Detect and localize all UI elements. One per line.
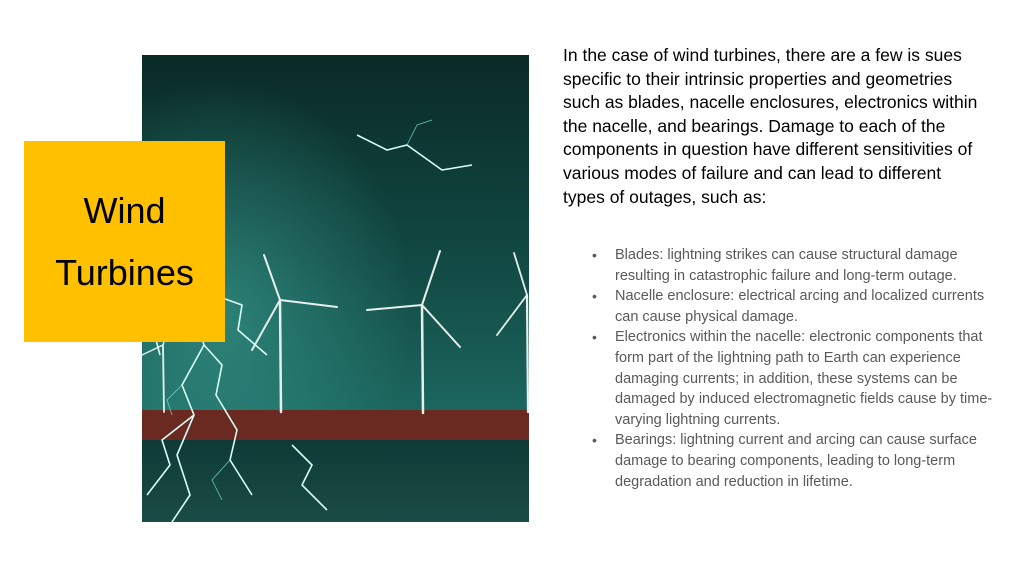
bullet-dot-icon: •: [592, 247, 597, 263]
bullet-dot-icon: •: [592, 288, 597, 305]
bullet-text-blades: Blades: lightning strikes can cause structural damage resulting in catastrophic failure and long-term outage.: [615, 247, 958, 284]
bullet-text-nacelle: Nacelle enclosure: electrical arcing and localized currents can cause physical damage.: [615, 288, 985, 325]
list-item: [591, 327, 1011, 430]
outage-list: [591, 245, 1011, 492]
bullet-text-bearings: Bearings: lightning current and arcing can cause surface damage to bearing components, leading to long-term degradation and reduction in lifetime.: [615, 432, 977, 490]
intro-paragraph: In the case of wind turbines, there are a few is sues specific to their intrinsic properties and geometries such as blades, nacelle enclosures, electronics within the nacelle, and bearings. Damage to each of the components in question have different sensitivities of various modes of failure and can lead to different types of outages, such as:: [563, 45, 978, 207]
bullet-dot-icon: •: [592, 329, 597, 346]
list-item: [591, 286, 1011, 327]
title-line-1: Wind: [83, 189, 166, 231]
list-item: [591, 245, 1011, 286]
bullet-dot-icon: •: [592, 432, 597, 449]
list-item: [591, 430, 1011, 492]
title-box: [24, 141, 225, 342]
title-line-2: Turbines: [55, 251, 194, 293]
bullet-text-electronics: Electronics within the nacelle: electronic components that form part of the lightning path to Earth can experience damaging currents; in addition, these systems can be damaged by induced electromagnetic fields cause by time-varying lightning currents.: [615, 329, 993, 428]
